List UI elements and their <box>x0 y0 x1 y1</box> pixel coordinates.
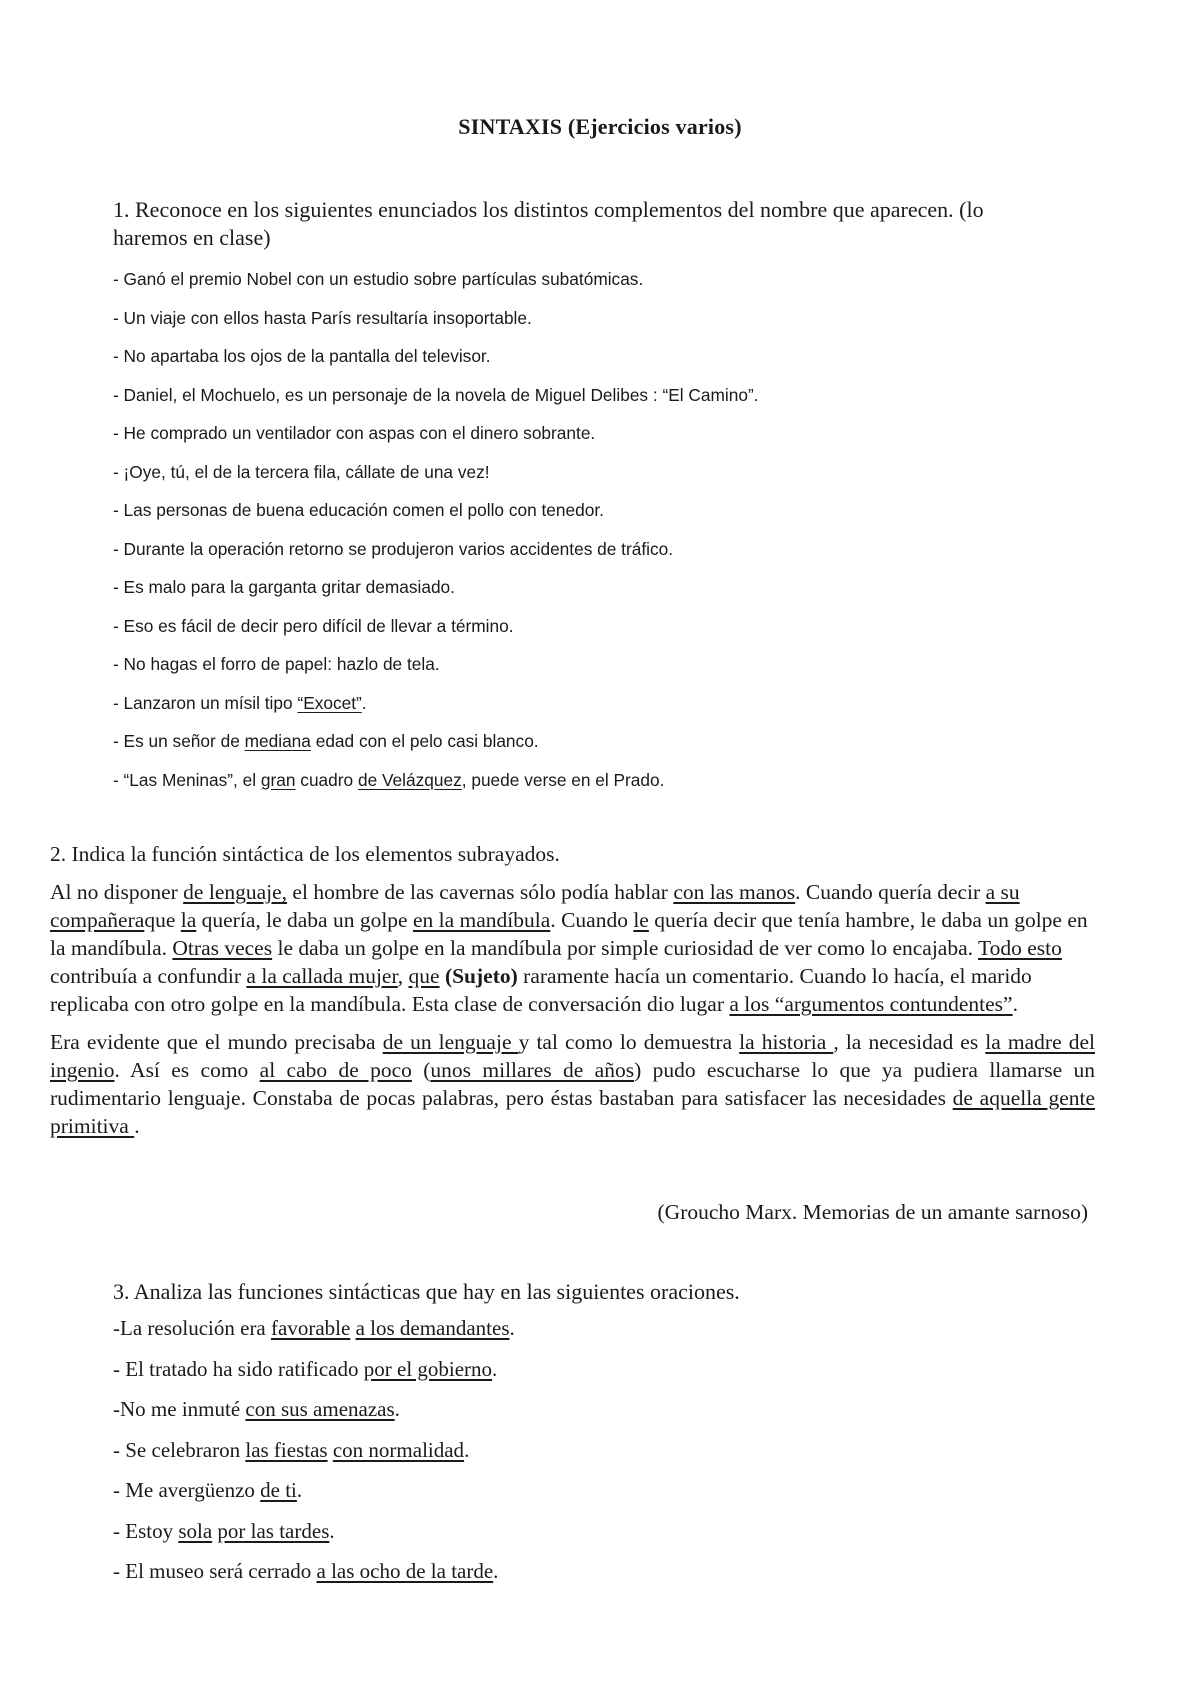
text-paragraph-2 <box>50 1028 1095 1140</box>
underlined-element: a los demandantes <box>355 1316 510 1340</box>
text-segment: - Es un señor de <box>113 731 245 751</box>
sentence-item <box>113 299 1013 338</box>
text-segment: - No hagas el forro de papel: hazlo de tela. <box>113 654 440 674</box>
text-segment: Al no disponer <box>50 880 184 904</box>
underlined-element: a su compañera <box>50 880 1020 932</box>
text-segment: - Se celebraron <box>113 1437 246 1462</box>
text-segment: , la necesidad es <box>833 1030 986 1054</box>
sentence-item <box>113 491 1013 530</box>
underlined-element: por el gobierno <box>363 1356 493 1381</box>
underlined-element: las fiestas <box>245 1437 328 1462</box>
text-segment: . Así es como <box>114 1058 260 1082</box>
text-segment: - Las personas de buena educación comen el pollo con tenedor. <box>113 500 604 520</box>
sentence-item <box>113 376 1013 415</box>
text-segment: . <box>296 1478 303 1502</box>
attribution: (Groucho Marx. Memorias de un amante sarnoso) <box>657 1200 1088 1224</box>
text-segment: quería, le daba un golpe <box>196 908 413 932</box>
sentence-item <box>113 337 1013 376</box>
underlined-element: de un lenguaje <box>382 1030 519 1054</box>
text-segment: - Ganó el premio Nobel con un estudio sobre partículas subatómicas. <box>113 269 644 289</box>
sentence-item <box>113 761 1013 800</box>
text-segment: que <box>144 908 181 932</box>
text-segment: cuadro <box>295 769 358 790</box>
underlined-element: Otras veces <box>172 936 273 960</box>
underlined-element: “Exocet” <box>297 692 362 713</box>
text-segment: - El tratado ha sido ratificado <box>113 1356 364 1381</box>
text-segment: contribuía a confundir <box>50 964 247 988</box>
text-segment: . <box>492 1356 498 1381</box>
section-2 <box>50 840 1095 1150</box>
text-segment: . <box>134 1114 140 1138</box>
text-segment: - No apartaba los ojos de la pantalla del televisor. <box>113 346 491 366</box>
sentence-item <box>113 1389 913 1430</box>
underlined-element: unos millares de años <box>430 1058 635 1082</box>
text-segment: . <box>329 1518 335 1543</box>
sentence-item <box>113 1551 913 1592</box>
underlined-element: en la mandíbula <box>412 908 551 932</box>
underlined-element: la <box>180 908 197 932</box>
text-segment: . <box>394 1397 400 1421</box>
text-segment: quería decir que tenía hambre, le daba un golpe en la mandíbula. <box>50 908 1088 960</box>
sentence-item <box>113 1430 913 1471</box>
sentence-item <box>113 684 1013 723</box>
text-segment: -No me inmuté <box>113 1397 246 1421</box>
text-segment: - “Las Meninas”, el <box>113 769 261 790</box>
text-segment: el hombre de las cavernas sólo podía hablar <box>287 880 674 904</box>
underlined-element: sola <box>178 1518 213 1543</box>
sentence-item <box>113 530 1013 569</box>
text-segment: . <box>509 1316 515 1340</box>
sentence-item <box>113 260 1013 299</box>
underlined-element: por las tardes <box>217 1518 330 1543</box>
underlined-element: la madre del ingenio <box>50 1030 1095 1082</box>
text-segment: . <box>361 692 367 713</box>
text-segment: . <box>493 1559 499 1583</box>
underlined-element: de Velázquez <box>357 769 462 790</box>
section-1-sentence-list <box>113 260 1013 799</box>
sentence-item <box>113 1308 913 1349</box>
section-3-instruction: 3. Analiza las funciones sintácticas que hay en las siguientes oraciones. <box>113 1279 740 1304</box>
text-segment: - El museo será cerrado <box>113 1559 317 1583</box>
text-segment: - Es malo para la garganta gritar demasiado. <box>113 577 455 597</box>
text-segment: - Un viaje con ellos hasta París resultaría insoportable. <box>113 307 532 328</box>
sentence-item <box>113 453 1013 492</box>
underlined-element: al cabo de poco <box>259 1058 412 1082</box>
underlined-element: con sus amenazas <box>245 1397 395 1421</box>
text-segment: ) pudo escucharse lo que ya pudiera llamarse un rudimentario lenguaje. Constaba de pocas palabras, pero éstas bastaban para satisfacer las necesidades <box>50 1058 1096 1110</box>
sentence-item <box>113 1349 913 1390</box>
text-segment: . Cuando quería decir <box>795 880 986 904</box>
sentence-item <box>113 414 1013 453</box>
underlined-element: de aquella gente primitiva <box>50 1086 1095 1138</box>
underlined-element: de ti <box>260 1478 297 1502</box>
section-2-instruction: 2. Indica la función sintáctica de los elementos subrayados. <box>50 842 560 866</box>
sentence-item <box>113 607 1013 646</box>
sentence-item <box>113 568 1013 607</box>
bold-label: (Sujeto) <box>444 964 518 988</box>
text-segment: ( <box>411 1058 431 1082</box>
text-paragraph-1 <box>50 878 1095 1018</box>
sentence-item <box>113 645 1013 684</box>
text-segment: - Estoy <box>113 1518 179 1543</box>
text-segment: y tal como lo demuestra <box>518 1030 740 1054</box>
underlined-element: gran <box>260 769 296 790</box>
sentence-item <box>113 1511 913 1552</box>
text-segment: raramente hacía un comentario. Cuando lo hacía, el marido replicaba con otro golpe en la mandíbula. Esta clase de conversación dio lugar <box>50 964 1032 1016</box>
underlined-element: a la callada mujer <box>246 964 398 988</box>
text-segment: , <box>397 964 409 988</box>
sentence-item <box>113 722 1013 761</box>
text-segment: . <box>464 1437 470 1462</box>
text-segment: , puede verse en el Prado. <box>461 769 665 790</box>
text-segment: -La resolución era <box>113 1316 272 1340</box>
text-segment: - Eso es fácil de decir pero difícil de llevar a término. <box>113 615 514 636</box>
text-segment: - Lanzaron un mísil tipo <box>113 692 298 713</box>
text-segment: . <box>1012 992 1018 1016</box>
underlined-element: con las manos <box>673 880 796 904</box>
text-segment: - Durante la operación retorno se produjeron varios accidentes de tráfico. <box>113 538 674 559</box>
underlined-element: favorable <box>271 1316 351 1340</box>
underlined-element: de lenguaje, <box>183 880 288 904</box>
text-segment: edad con el pelo casi blanco. <box>310 731 539 751</box>
section-1-instruction: 1. Reconoce en los siguientes enunciados los distintos complementos del nombre que aparecen. (lo haremos en clase) <box>113 197 984 250</box>
sentence-item <box>113 1470 913 1511</box>
text-segment: - He comprado un ventilador con aspas con el dinero sobrante. <box>113 423 596 443</box>
text-segment: Era evidente que el mundo precisaba <box>50 1030 383 1054</box>
text-segment: - ¡Oye, tú, el de la tercera fila, cállate de una vez! <box>113 461 490 482</box>
underlined-element: con normalidad <box>332 1437 465 1462</box>
section-3 <box>113 1278 913 1592</box>
underlined-element: que <box>408 964 440 988</box>
text-segment: . Cuando <box>550 908 634 932</box>
page-title: SINTAXIS (Ejercicios varios) <box>458 114 742 139</box>
underlined-element: mediana <box>244 731 311 751</box>
section-1 <box>113 196 1013 799</box>
text-segment: - Me avergüenzo <box>113 1478 261 1502</box>
underlined-element: a los “argumentos contundentes” <box>729 992 1013 1016</box>
underlined-element: le <box>633 908 649 932</box>
text-segment: le daba un golpe en la mandíbula por simple curiosidad de ver como lo encajaba. <box>272 936 978 960</box>
underlined-element: a las ocho de la tarde <box>316 1559 494 1583</box>
text-segment: - Daniel, el Mochuelo, es un personaje de la novela de Miguel Delibes : “El Camino”. <box>113 384 759 405</box>
underlined-element: Todo esto <box>978 936 1062 960</box>
section-3-sentence-list <box>113 1308 913 1592</box>
underlined-element: la historia <box>739 1030 834 1054</box>
